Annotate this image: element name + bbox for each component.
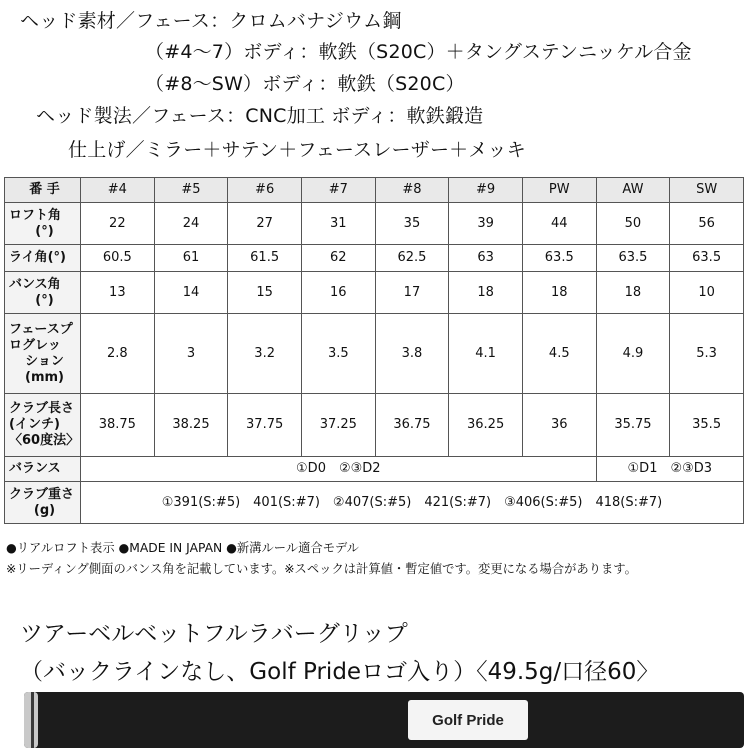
- bounce-value: 18: [449, 272, 523, 314]
- face-progression-value: 5.3: [670, 314, 744, 394]
- club-weight-value: ①391(S:#5) 401(S:#7) ②407(S:#5) 421(S:#7) ③406(S:#5) 418(S:#7): [81, 482, 744, 524]
- face-progression-value: 4.1: [449, 314, 523, 394]
- club-length-value: 37.75: [228, 394, 302, 457]
- lie-value: 63.5: [670, 245, 744, 272]
- lie-row: [5, 245, 744, 272]
- spec-body-8-sw: （#8〜SW）ボディ：軟鉄（S20C）: [145, 73, 465, 95]
- balance-label: バランス: [5, 457, 81, 482]
- club-length-value: 35.5: [670, 394, 744, 457]
- club-length-value: 36.25: [449, 394, 523, 457]
- bounce-value: 13: [81, 272, 155, 314]
- disclaimer-note: ※リーディング側面のバンス角を記載しています。※スペックは計算値・暫定値です。変更になる場合があります。: [6, 562, 637, 576]
- bounce-value: 10: [670, 272, 744, 314]
- grip-subtitle: （バックラインなし、Golf Prideロゴ入り）〈49.5g/口径60〉: [20, 659, 660, 685]
- lie-value: 63.5: [596, 245, 670, 272]
- loft-value: 39: [449, 203, 523, 245]
- face-progression-value: 3.5: [301, 314, 375, 394]
- club-weight-label: クラブ重さ (g): [5, 482, 81, 524]
- lie-value: 62.5: [375, 245, 449, 272]
- club-header: #6: [228, 178, 302, 203]
- face-progression-value: 4.5: [522, 314, 596, 394]
- lie-label: ライ角(°): [5, 245, 81, 272]
- club-length-value: 35.75: [596, 394, 670, 457]
- club-length-value: 36: [522, 394, 596, 457]
- feature-note: ●リアルロフト表示 ●MADE IN JAPAN ●新溝ルール適合モデル: [6, 541, 359, 555]
- bounce-value: 18: [522, 272, 596, 314]
- bounce-label: バンス角 (°): [5, 272, 81, 314]
- face-progression-value: 3.2: [228, 314, 302, 394]
- club-length-value: 36.75: [375, 394, 449, 457]
- club-header: #7: [301, 178, 375, 203]
- bounce-value: 17: [375, 272, 449, 314]
- face-progression-value: 4.9: [596, 314, 670, 394]
- spec-head-material: ヘッド素材／フェース：クロムバナジウム鋼: [20, 10, 402, 32]
- balance-row: [5, 457, 744, 482]
- grip-image: [0, 690, 750, 750]
- loft-row: [5, 203, 744, 245]
- loft-value: 22: [81, 203, 155, 245]
- bounce-value: 18: [596, 272, 670, 314]
- bounce-value: 15: [228, 272, 302, 314]
- lie-value: 61.5: [228, 245, 302, 272]
- face-progression-value: 2.8: [81, 314, 155, 394]
- club-header: #8: [375, 178, 449, 203]
- loft-label: ロフト角 (°): [5, 203, 81, 245]
- bounce-row: [5, 272, 744, 314]
- bounce-value: 16: [301, 272, 375, 314]
- loft-value: 35: [375, 203, 449, 245]
- bounce-value: 14: [154, 272, 228, 314]
- club-header: PW: [522, 178, 596, 203]
- grip-end-stripe: [31, 692, 34, 748]
- club-header: SW: [670, 178, 744, 203]
- club-header: #9: [449, 178, 523, 203]
- lie-value: 63: [449, 245, 523, 272]
- club-header: AW: [596, 178, 670, 203]
- club-header: #5: [154, 178, 228, 203]
- loft-value: 56: [670, 203, 744, 245]
- balance-value-main: ①D0 ②③D2: [81, 457, 597, 482]
- club-header: #4: [81, 178, 155, 203]
- lie-value: 61: [154, 245, 228, 272]
- lie-value: 63.5: [522, 245, 596, 272]
- loft-value: 27: [228, 203, 302, 245]
- grip-logo: Golf Pride: [432, 712, 504, 729]
- spec-body-4-7: （#4〜7）ボディ：軟鉄（S20C）＋タングステンニッケル合金: [145, 41, 692, 63]
- club-length-value: 37.25: [301, 394, 375, 457]
- spec-finish: 仕上げ／ミラー＋サテン＋フェースレーザー＋メッキ: [68, 139, 526, 161]
- club-number-label: 番 手: [5, 178, 81, 203]
- club-length-value: 38.25: [154, 394, 228, 457]
- club-weight-row: [5, 482, 744, 524]
- face-progression-value: 3.8: [375, 314, 449, 394]
- club-length-label: クラブ長さ (インチ) 〈60度法〉: [5, 394, 81, 457]
- loft-value: 50: [596, 203, 670, 245]
- loft-value: 44: [522, 203, 596, 245]
- club-length-row: [5, 394, 744, 457]
- club-header-row: [5, 178, 744, 203]
- loft-value: 24: [154, 203, 228, 245]
- lie-value: 60.5: [81, 245, 155, 272]
- spec-table: [4, 177, 744, 524]
- loft-value: 31: [301, 203, 375, 245]
- grip-title: ツアーベルベットフルラバーグリップ: [20, 621, 408, 647]
- balance-value-wedge: ①D1 ②③D3: [596, 457, 743, 482]
- face-progression-row: [5, 314, 744, 394]
- lie-value: 62: [301, 245, 375, 272]
- face-progression-value: 3: [154, 314, 228, 394]
- face-progression-label: フェースプ ログレッ ション (mm): [5, 314, 81, 394]
- spec-manufacturing: ヘッド製法／フェース：CNC加工 ボディ：軟鉄鍛造: [36, 105, 484, 127]
- club-length-value: 38.75: [81, 394, 155, 457]
- grip-body: [24, 692, 744, 748]
